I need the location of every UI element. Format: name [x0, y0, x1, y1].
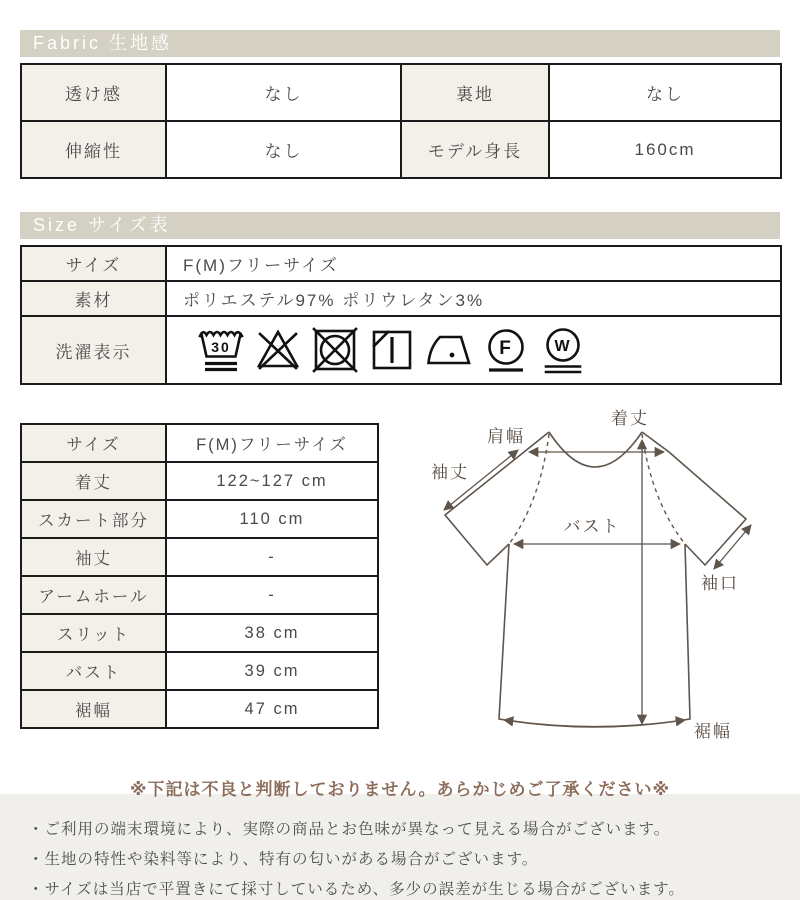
table-row: [21, 652, 378, 690]
table-row: [21, 64, 781, 121]
diagram-label-length: 着丈: [611, 409, 649, 428]
measure-value-slit: 38 cm: [166, 614, 378, 652]
measure-label-length: 着丈: [21, 462, 166, 500]
measure-value-hem: 47 cm: [166, 690, 378, 728]
fabric-value-stretch: なし: [166, 121, 401, 178]
table-row: [21, 281, 781, 316]
size-value: F(M)フリーサイズ: [166, 246, 781, 281]
material-label: 素材: [21, 281, 166, 316]
measure-value-bust: 39 cm: [166, 652, 378, 690]
measure-label-skirt: スカート部分: [21, 500, 166, 538]
no-bleach-icon: [255, 325, 301, 375]
tshirt-measure-diagram-icon: [402, 402, 797, 777]
table-row: [21, 614, 378, 652]
measure-value-sleeve: -: [166, 538, 378, 576]
fabric-label-lining: 裏地: [401, 64, 549, 121]
wash-30-very-gentle-icon: [198, 325, 244, 375]
table-row: [21, 246, 781, 281]
measurements-section: [0, 402, 800, 782]
measure-label-size: サイズ: [21, 424, 166, 462]
line-dry-in-shade-icon: [369, 325, 415, 375]
measure-label-sleeve: 袖丈: [21, 538, 166, 576]
wet-clean-w-icon: [540, 325, 586, 375]
fabric-label-stretch: 伸縮性: [21, 121, 166, 178]
measure-value-armhole: -: [166, 576, 378, 614]
table-row: [21, 538, 378, 576]
size-section-title: Size サイズ表: [33, 215, 171, 235]
diagram-label-cuff: 袖口: [701, 574, 739, 593]
notice-item: ・サイズは当店で平置きにて採寸しているため、多少の誤差が生じる場合がございます。: [28, 881, 685, 898]
fabric-section-title: Fabric 生地感: [33, 33, 173, 53]
measure-value-skirt: 110 cm: [166, 500, 378, 538]
notice-headline: ※下記は不良と判断しておりません。あらかじめご了承ください※: [129, 780, 671, 799]
dry-clean-letter: F: [499, 338, 513, 359]
fabric-label-model-height: モデル身長: [401, 121, 549, 178]
notice-item: ・生地の特性や染料等により、特有の匂いがある場合がございます。: [28, 851, 539, 868]
fabric-value-sheerness: なし: [166, 64, 401, 121]
iron-low-icon: [426, 325, 472, 375]
diagram-label-sleeve: 袖丈: [431, 463, 469, 482]
garment-diagram: [402, 402, 797, 782]
table-row: [21, 316, 781, 384]
fabric-table: [20, 63, 782, 179]
measure-label-slit: スリット: [21, 614, 166, 652]
care-label: 洗濯表示: [21, 316, 166, 384]
diagram-label-shoulder: 肩幅: [487, 427, 525, 446]
table-row: [21, 462, 378, 500]
table-row: [21, 690, 378, 728]
fabric-value-model-height: 160cm: [549, 121, 781, 178]
wet-clean-letter: W: [554, 338, 572, 355]
diagram-label-hem: 裾幅: [694, 722, 732, 741]
measure-label-bust: バスト: [21, 652, 166, 690]
table-row: [21, 424, 378, 462]
fabric-label-sheerness: 透け感: [21, 64, 166, 121]
no-tumble-dry-icon: [312, 325, 358, 375]
measure-label-hem: 裾幅: [21, 690, 166, 728]
dry-clean-f-icon: [483, 325, 529, 375]
size-info-table: [20, 245, 782, 385]
material-value: ポリエステル97% ポリウレタン3%: [166, 281, 781, 316]
fabric-section-header: [20, 30, 780, 57]
laundry-care-icons: [183, 325, 780, 375]
wash-temp-label: 30: [211, 339, 231, 355]
fabric-value-lining: なし: [549, 64, 781, 121]
notice-footer: [0, 794, 800, 900]
measure-label-armhole: アームホール: [21, 576, 166, 614]
measure-value-size: F(M)フリーサイズ: [166, 424, 378, 462]
product-spec-page: [0, 30, 800, 900]
table-row: [21, 576, 378, 614]
measure-value-length: 122~127 cm: [166, 462, 378, 500]
table-row: [21, 121, 781, 178]
table-row: [21, 500, 378, 538]
notice-item: ・ご利用の端末環境により、実際の商品とお色味が異なって見える場合がございます。: [28, 821, 671, 838]
diagram-label-bust: バスト: [563, 517, 621, 536]
measurements-table: [20, 423, 379, 729]
size-label: サイズ: [21, 246, 166, 281]
size-section-header: [20, 212, 780, 239]
